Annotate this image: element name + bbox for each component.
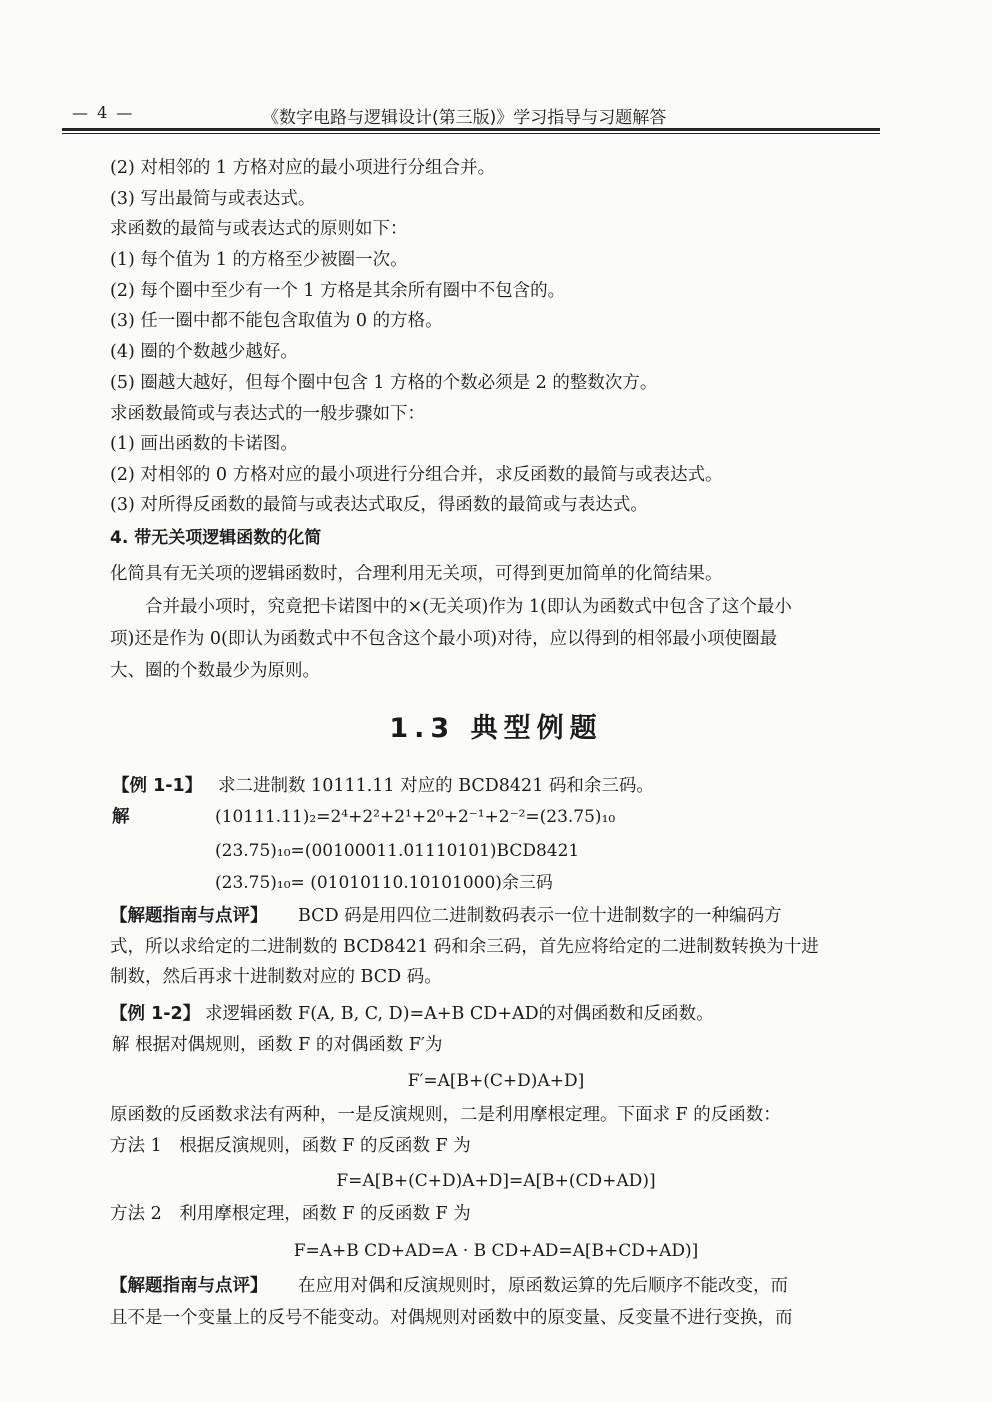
paragraph-line: 大、圈的个数最少为原则。 [110, 661, 320, 681]
method-text: 方法 2 利用摩根定理，函数 F 的反函数 F 为 [110, 1204, 471, 1224]
running-head: 《数字电路与逻辑设计(第三版)》学习指导与习题解答 [262, 108, 667, 128]
paragraph-line: 项)还是作为 0(即认为函数式中不包含这个最小项)对待，应以得到的相邻最小项使圈最 [110, 629, 778, 649]
example-label: 【例 1-1】 [112, 776, 203, 796]
paragraph: 原函数的反函数求法有两种，一是反演规则，二是利用摩根定理。下面求 F 的反函数： [110, 1105, 781, 1125]
body-line: (2) 对相邻的 1 方格对应的最小项进行分组合并。 [110, 158, 496, 178]
body-line: (3) 写出最简与或表达式。 [110, 189, 316, 209]
section-title: 1.3 典型例题 [389, 713, 603, 744]
body-line: (1) 画出函数的卡诺图。 [110, 434, 298, 454]
guide-text: 制数，然后再求十进制数对应的 BCD 码。 [110, 967, 442, 987]
body-line: (4) 圈的个数越少越好。 [110, 342, 298, 362]
page-number: — 4 — [72, 103, 135, 122]
guide-text: 且不是一个变量上的反号不能变动。对偶规则对函数中的原变量、反变量不进行变换，而 [110, 1308, 793, 1328]
guide-text: BCD 码是用四位二进制数码表示一位十进制数字的一种编码方 [298, 906, 782, 926]
solution-label: 解 [112, 807, 130, 827]
equation-dual: F′=A[B+(C+D)A+D] [407, 1071, 585, 1091]
equation-inverse-2: F=A+B CD+AD=A · B CD+AD=A[B+CD+AD)] [293, 1241, 699, 1261]
equation: (23.75)₁₀= (01010110.10101000)余三码 [215, 873, 553, 893]
subsection-heading: 4. 带无关项逻辑函数的化简 [110, 528, 322, 548]
guide-text: 式，所以求给定的二进制数的 BCD8421 码和余三码，首先应将给定的二进制数转换为十进 [110, 937, 819, 957]
body-line: (5) 圈越大越好，但每个圈中包含 1 方格的个数必须是 2 的整数次方。 [110, 373, 658, 393]
guide-label: 【解题指南与点评】 [110, 1276, 268, 1296]
body-line: 求函数最简或与表达式的一般步骤如下： [110, 404, 425, 424]
page-header [62, 103, 880, 127]
example-question: 求逻辑函数 F(A, B, C, D)=A+B CD+AD的对偶函数和反函数。 [205, 1004, 714, 1024]
header-rule-thin [62, 133, 880, 134]
example-question: 求二进制数 10111.11 对应的 BCD8421 码和余三码。 [218, 776, 654, 796]
equation: (23.75)₁₀=(00100011.01110101)BCD8421 [215, 841, 580, 861]
paragraph: 化简具有无关项的逻辑函数时，合理利用无关项，可得到更加简单的化简结果。 [110, 564, 723, 584]
body-line: (3) 任一圈中都不能包含取值为 0 的方格。 [110, 311, 443, 331]
body-line: (1) 每个值为 1 的方格至少被圈一次。 [110, 250, 408, 270]
body-line: 求函数的最简与或表达式的原则如下： [110, 219, 408, 239]
header-rule [62, 128, 880, 131]
body-line: (2) 对相邻的 0 方格对应的最小项进行分组合并，求反函数的最简与或表达式。 [110, 465, 723, 485]
guide-text: 在应用对偶和反演规则时，原函数运算的先后顺序不能改变，而 [298, 1276, 788, 1296]
method-text: 方法 1 根据反演规则，函数 F 的反函数 F 为 [110, 1136, 471, 1156]
guide-label: 【解题指南与点评】 [110, 906, 268, 926]
equation: (10111.11)₂=2⁴+2²+2¹+2⁰+2⁻¹+2⁻²=(23.75)₁₀ [215, 807, 616, 827]
example-label: 【例 1-2】 [110, 1004, 201, 1024]
equation-inverse-1: F=A[B+(C+D)A+D]=A[B+(CD+AD)] [336, 1171, 656, 1191]
body-line: (3) 对所得反函数的最简与或表达式取反，得函数的最简或与表达式。 [110, 495, 648, 515]
body-line: (2) 每个圈中至少有一个 1 方格是其余所有圈中不包含的。 [110, 281, 566, 301]
solution-text: 解 根据对偶规则，函数 F 的对偶函数 F′为 [112, 1035, 443, 1055]
paragraph-line: 合并最小项时，究竟把卡诺图中的×(无关项)作为 1(即认为函数式中包含了这个最小 [145, 597, 792, 617]
